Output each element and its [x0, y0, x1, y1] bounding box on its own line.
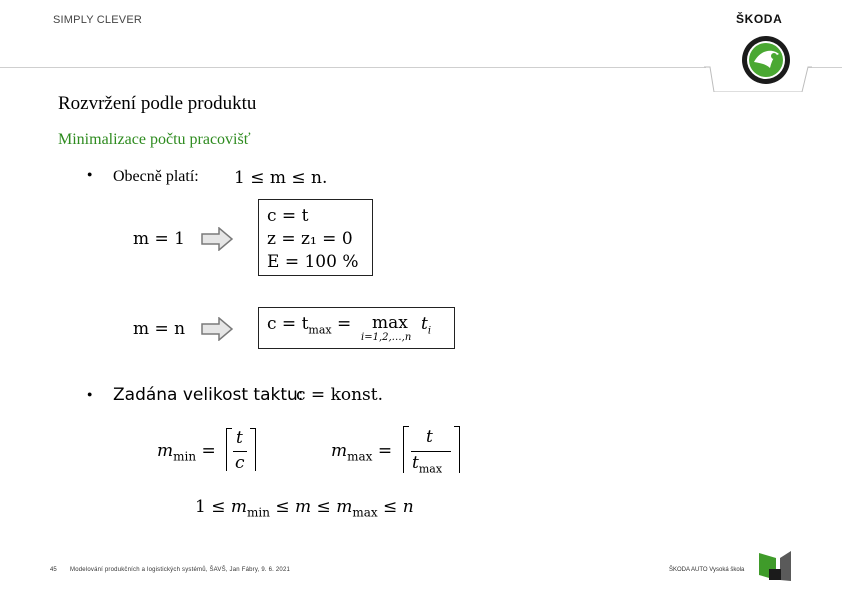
case2-tmax-sub: max: [308, 323, 332, 337]
footer-brand: ŠKODA AUTO Vysoká škola: [669, 567, 745, 573]
footer-logo-icon: [756, 549, 794, 583]
mmin-numerator: t: [236, 428, 243, 448]
slide-subtitle: Minimalizace počtu pracovišť: [58, 131, 251, 148]
case1-line3: E = 100 %: [267, 252, 359, 272]
mmax-numerator: t: [426, 427, 433, 447]
arrow-right-icon: [201, 317, 233, 341]
arrow-right-icon: [201, 227, 233, 251]
skoda-logo-icon: [704, 26, 812, 92]
bullet2-formula: c = konst.: [296, 385, 384, 405]
slide-title: Rozvržení podle produktu: [58, 93, 257, 114]
bullet1-text: Obecně platí:: [113, 168, 199, 185]
tagline: SIMPLY CLEVER: [53, 14, 143, 26]
case2-formula: $c = t_{max}$ =: [267, 314, 352, 337]
case1-line2: z = z₁ = 0: [267, 229, 353, 249]
mmin-lhs: $m_{min}$ =: [157, 441, 216, 464]
inequality-chain: $1 \le m_{min} \le m \le m_{max} \le n$: [195, 497, 414, 520]
brand-wordmark: ŠKODA: [736, 12, 783, 26]
page-number: 45: [50, 567, 57, 573]
case2-ti: $t_i$: [421, 314, 432, 337]
header-divider: [0, 67, 706, 68]
mmax-lhs: $m_{max}$ =: [331, 441, 393, 464]
case2-lhs: m = n: [133, 319, 186, 339]
mmax-denominator: $t_{max}$: [412, 453, 443, 476]
header-divider-right: [808, 67, 842, 68]
mmin-denominator: c: [235, 453, 245, 473]
case2-max-index: i=1,2,…,n: [361, 332, 412, 343]
case1-line1: c = t: [267, 206, 309, 226]
case1-lhs: m = 1: [133, 229, 185, 249]
footer-text: Modelování produkčních a logistických systémů, ŠAVŠ, Jan Fábry, 9. 6. 2021: [70, 567, 291, 573]
bullet2-text: Zadána velikost taktu:: [113, 385, 304, 405]
case2-formula-text: c = t: [267, 314, 309, 334]
case2-max-word: max: [372, 313, 408, 333]
bullet-dot: ●: [87, 169, 93, 179]
case2-ti-base: t: [421, 314, 428, 334]
bullet1-formula: 1 ≤ m ≤ n.: [234, 168, 328, 188]
bullet-dot: ●: [87, 389, 93, 399]
